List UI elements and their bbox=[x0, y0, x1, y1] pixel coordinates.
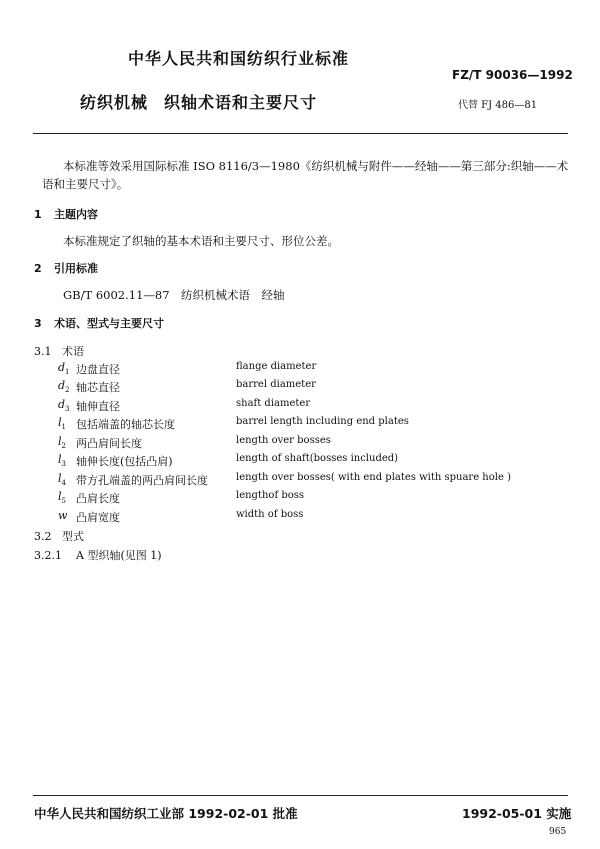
term-english: length over bosses bbox=[236, 435, 331, 446]
page-number: 965 bbox=[549, 827, 567, 837]
term-chinese: 凸肩长度 bbox=[76, 492, 120, 505]
term-english: shaft diameter bbox=[236, 398, 311, 409]
reference-code: GB/T 6002.11—87 bbox=[63, 288, 170, 302]
subsection-3-1-heading bbox=[34, 343, 84, 359]
term-symbol: $l_2$ bbox=[58, 435, 66, 451]
term-chinese: 轴伸长度(包括凸肩) bbox=[76, 455, 173, 468]
title-part-1: 纺织机械 bbox=[80, 93, 149, 112]
section-1-number: 1 bbox=[34, 208, 42, 221]
term-symbol: $d_3$ bbox=[58, 398, 70, 414]
section-1-title: 主题内容 bbox=[54, 208, 98, 221]
subsection-3-2-number: 3.2 bbox=[34, 530, 52, 543]
term-english: barrel diameter bbox=[236, 379, 316, 390]
section-3-title: 术语、型式与主要尺寸 bbox=[54, 317, 164, 330]
header-divider bbox=[33, 133, 568, 134]
term-chinese: 包括端盖的轴芯长度 bbox=[76, 418, 175, 431]
document-title bbox=[80, 90, 317, 113]
section-2-number: 2 bbox=[34, 262, 42, 275]
term-english: flange diameter bbox=[236, 361, 317, 372]
section-1-body: 本标准规定了织轴的基本术语和主要尺寸、形位公差。 bbox=[63, 234, 339, 248]
term-english: width of boss bbox=[236, 509, 304, 520]
section-1-heading bbox=[34, 206, 98, 222]
section-2-heading bbox=[34, 260, 98, 276]
section-3-heading bbox=[34, 315, 164, 331]
subsection-3-1-title: 术语 bbox=[62, 345, 84, 358]
term-english: length of shaft(bosses included) bbox=[236, 453, 399, 464]
footer-divider bbox=[33, 795, 568, 796]
subsection-3-2-1-number: 3.2.1 bbox=[34, 549, 62, 562]
replaces-note: 代替 FJ 486—81 bbox=[458, 100, 538, 111]
term-chinese: 轴伸直径 bbox=[76, 400, 120, 413]
term-chinese: 两凸肩间长度 bbox=[76, 437, 142, 450]
reference-entry bbox=[63, 286, 285, 304]
intro-paragraph: 本标准等效采用国际标准 ISO 8116/3—1980《纺织机械与附件——经轴——第三部分:织轴——术语和主要尺寸》。 bbox=[42, 159, 569, 191]
subsection-3-1-number: 3.1 bbox=[34, 345, 52, 358]
reference-title: 纺织机械术语 经轴 bbox=[181, 288, 285, 302]
term-english: barrel length including end plates bbox=[236, 416, 409, 427]
issuing-organization: 中华人民共和国纺织行业标准 bbox=[128, 49, 350, 68]
term-symbol: $l_4$ bbox=[58, 472, 66, 488]
approval-line: 中华人民共和国纺织工业部 1992-02-01 批准 bbox=[34, 806, 298, 821]
term-chinese: 轴芯直径 bbox=[76, 381, 120, 394]
subsection-3-2-title: 型式 bbox=[62, 530, 84, 543]
term-symbol: $l_5$ bbox=[58, 490, 66, 506]
subsection-3-2-1-title: A 型织轴(见图 1) bbox=[76, 549, 162, 562]
term-chinese: 带方孔端盖的两凸肩间长度 bbox=[76, 474, 208, 487]
subsection-3-2-1-heading bbox=[34, 547, 162, 563]
section-3-number: 3 bbox=[34, 317, 42, 330]
standard-number: FZ/T 90036—1992 bbox=[452, 68, 573, 82]
term-symbol: $l_1$ bbox=[58, 416, 66, 432]
term-symbol: $l_3$ bbox=[58, 453, 66, 469]
term-symbol: $d_2$ bbox=[58, 379, 70, 395]
term-symbol: $d_1$ bbox=[58, 361, 70, 377]
section-2-title: 引用标准 bbox=[54, 262, 98, 275]
term-chinese: 凸肩宽度 bbox=[76, 511, 120, 524]
subsection-3-2-heading bbox=[34, 528, 84, 544]
term-chinese: 边盘直径 bbox=[76, 363, 120, 376]
title-part-2: 织轴术语和主要尺寸 bbox=[164, 93, 318, 112]
term-symbol: w bbox=[58, 509, 68, 522]
term-english: length over bosses( with end plates with spuare hole ) bbox=[236, 472, 511, 483]
effective-date: 1992-05-01 实施 bbox=[462, 806, 572, 821]
term-english: lengthof boss bbox=[236, 490, 305, 501]
